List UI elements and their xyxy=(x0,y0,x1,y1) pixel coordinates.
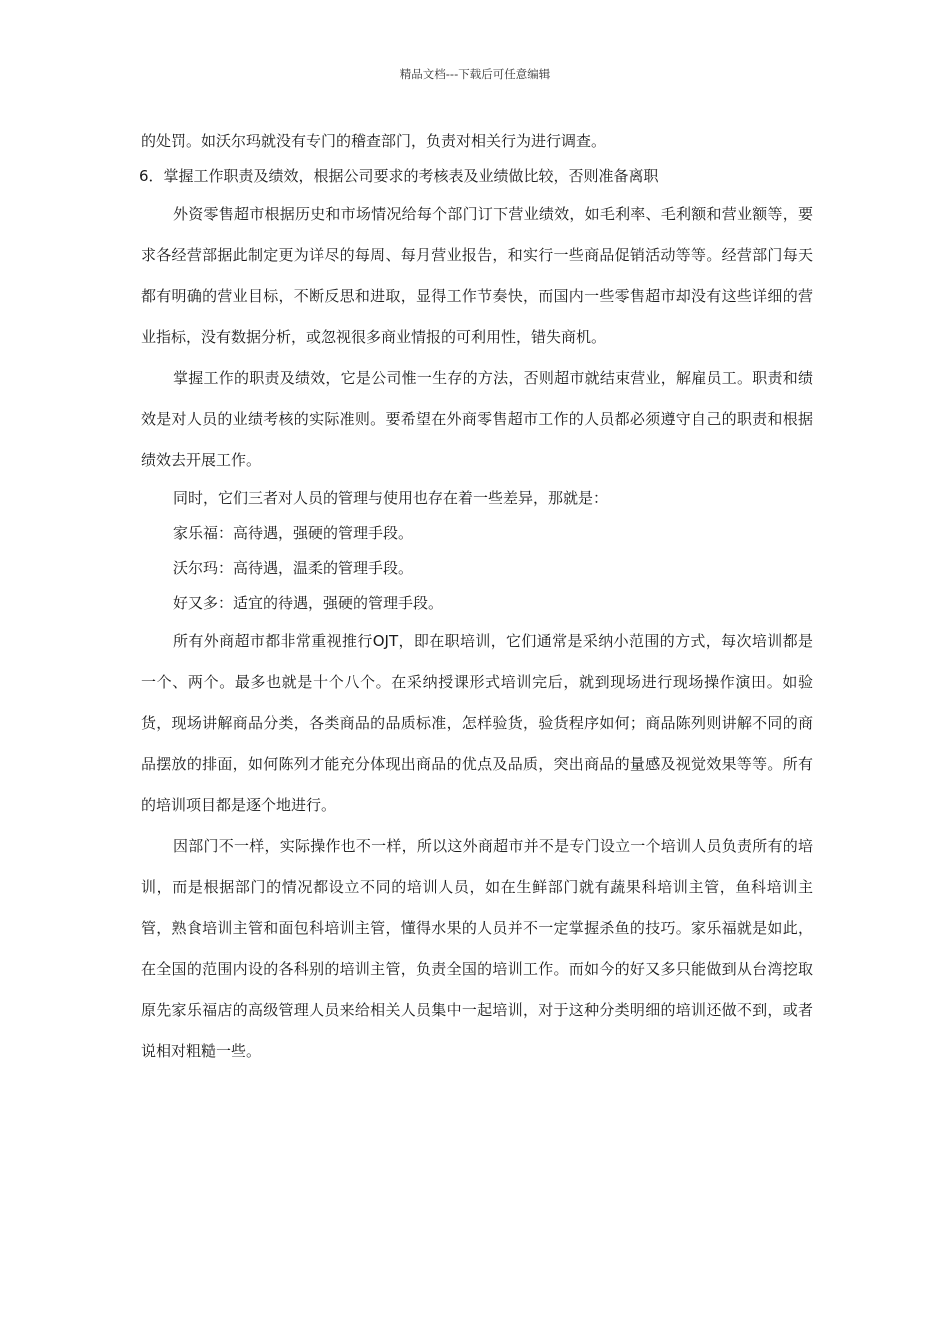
list-item: 沃尔玛：高待遇，温柔的管理手段。 xyxy=(173,559,414,577)
document-body xyxy=(141,124,813,1072)
paragraph: 外资零售超市根据历史和市场情况给每个部门订下营业绩效，如毛利率、毛利额和营业额等，要求各经营部据此制定更为详尽的每周、每月营业报告，和实行一些商品促销活动等等。经营部门每天都有明确的营业目标，不断反思和进取，显得工作节奏快，而国内一些零售超市却没有这些详细的营业指标，没有数据分析，或忽视很多商业情报的可利用性，错失商机。 xyxy=(141,205,813,346)
section-heading: 6．掌握工作职责及绩效，根据公司要求的考核表及业绩做比较，否则准备离职 xyxy=(139,167,659,185)
paragraph: 掌握工作的职责及绩效，它是公司惟一生存的方法，否则超市就结束营业，解雇员工。职责和绩效是对人员的业绩考核的实际准则。要希望在外商零售超市工作的人员都必须遵守自己的职责和根据绩效去开展工作。 xyxy=(141,369,813,469)
paragraph: 同时，它们三者对人员的管理与使用也存在着一些差异，那就是： xyxy=(173,489,609,507)
list-item: 好又多：适宜的待遇，强硬的管理手段。 xyxy=(173,594,444,612)
list-item: 家乐福：高待遇，强硬的管理手段。 xyxy=(173,524,414,542)
page-header: 精品文档---下载后可任意编辑 xyxy=(399,67,551,81)
paragraph: 的处罚。如沃尔玛就没有专门的稽查部门，负责对相关行为进行调查。 xyxy=(141,132,607,150)
paragraph: 所有外商超市都非常重视推行OJT，即在职培训，它们通常是采纳小范围的方式，每次培训都是一个、两个。最多也就是十个八个。在采纳授课形式培训完后，就到现场进行现场操作演田。如验货，现场讲解商品分类，各类商品的品质标准，怎样验货，验货程序如何；商品陈列则讲解不同的商品摆放的排面，如何陈列才能充分体现出商品的优点及品质，突出商品的量感及视觉效果等等。所有的培训项目都是逐个地进行。 xyxy=(141,632,813,814)
paragraph: 因部门不一样，实际操作也不一样，所以这外商超市并不是专门设立一个培训人员负责所有的培训，而是根据部门的情况都设立不同的培训人员，如在生鲜部门就有蔬果科培训主管，鱼科培训主管，熟食培训主管和面包科培训主管，懂得水果的人员并不一定掌握杀鱼的技巧。家乐福就是如此，在全国的范围内设的各科别的培训主管，负责全国的培训工作。而如今的好又多只能做到从台湾挖取原先家乐福店的高级管理人员来给相关人员集中一起培训，对于这种分类明细的培训还做不到，或者说相对粗糙一些。 xyxy=(141,837,813,1060)
